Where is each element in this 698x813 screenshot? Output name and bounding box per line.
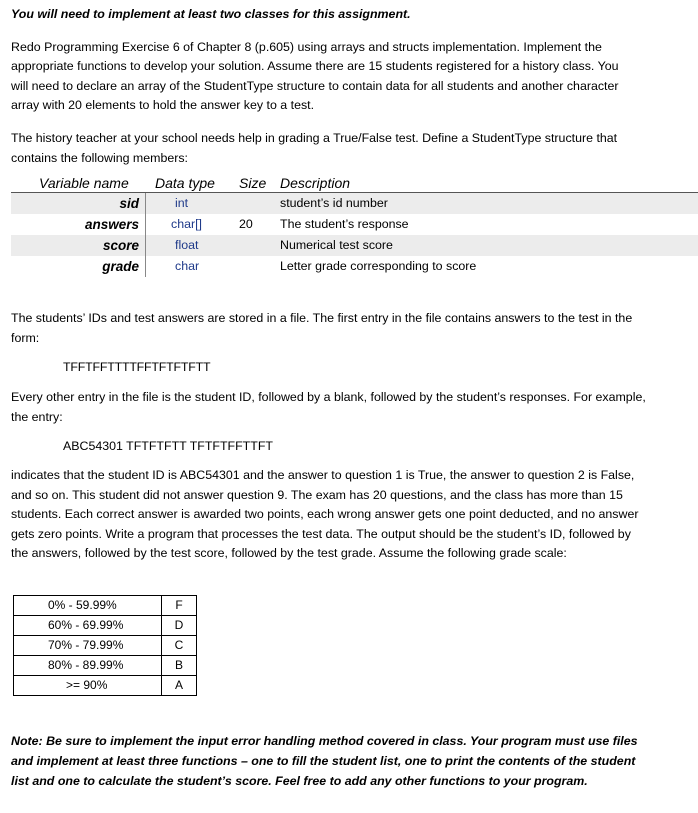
member-row: [11, 193, 698, 214]
grade-row: [14, 616, 197, 636]
grade-row: [14, 676, 197, 696]
grade-letter: D: [162, 616, 197, 636]
grade-range: >= 90%: [14, 676, 162, 696]
paragraph-file-format: The students’ IDs and test answers are stored in a file. The first entry in the file contains answers to the test in the form:: [11, 311, 633, 345]
members-table-header: [11, 171, 698, 193]
assignment-document: [11, 0, 695, 788]
header-data-type: Data type: [155, 175, 215, 191]
member-type: char[]: [171, 217, 202, 231]
column-divider: [145, 193, 146, 214]
intro-text: You will need to implement at least two classes for this assignment.: [11, 7, 411, 21]
column-divider: [145, 214, 146, 235]
paragraph-entry-format: Every other entry in the file is the student ID, followed by a blank, followed by the student’s responses. For example, the entry:: [11, 390, 646, 424]
header-description: Description: [280, 175, 351, 191]
member-type: char: [175, 259, 200, 273]
grade-range: 80% - 89.99%: [14, 656, 162, 676]
grade-scale-table: [13, 595, 197, 696]
member-description: Numerical test score: [280, 238, 393, 252]
member-name: grade: [102, 259, 139, 274]
answer-key-example: TFFTFFTTTTFFTFTFTFTT: [63, 360, 211, 374]
grade-row: [14, 636, 197, 656]
member-description: The student’s response: [280, 217, 409, 231]
student-entry-example: ABC54301 TFTFTFTT TFTFTFFTTFT: [63, 439, 273, 453]
member-type: int: [175, 196, 189, 210]
member-name: sid: [119, 196, 139, 211]
members-table: [11, 171, 698, 277]
grade-range: 70% - 79.99%: [14, 636, 162, 656]
grade-letter: B: [162, 656, 197, 676]
grade-row: [14, 596, 197, 616]
grade-letter: C: [162, 636, 197, 656]
grade-range: 60% - 69.99%: [14, 616, 162, 636]
column-divider: [145, 235, 146, 256]
member-size: 20: [239, 217, 253, 231]
grade-row: [14, 656, 197, 676]
column-divider: [145, 256, 146, 277]
member-row: [11, 235, 698, 256]
header-size: Size: [239, 175, 267, 191]
member-description: student’s id number: [280, 196, 388, 210]
paragraph-grading-rules: indicates that the student ID is ABC54301 and the answer to question 1 is True, the answer to question 2 is False, and so on. This student did not answer question 9. The exam has 20 questions, and the class has more than 15 students. Each correct answer is awarded two points, each wrong answer gets one point deducted, and no answer gets zero points. Write a program that processes the test data. The output should be the student’s ID, followed by the answers, followed by the test score, followed by the test grade. Assume the following grade scale:: [11, 468, 639, 561]
member-row: [11, 256, 698, 277]
paragraph-redo-exercise: Redo Programming Exercise 6 of Chapter 8 (p.605) using arrays and structs implementation. Implement the appropriate functions to develop your solution. Assume there are 15 students registered for a history class. You will need to declare an array of the StudentType structure to contain data for all students and another character array with 20 elements to hold the answer key to a test.: [11, 39, 619, 113]
member-row: [11, 214, 698, 235]
header-variable-name: Variable name: [39, 175, 129, 191]
member-name: score: [102, 238, 139, 253]
member-description: Letter grade corresponding to score: [280, 259, 477, 273]
member-name: answers: [84, 217, 139, 232]
grade-range: 0% - 59.99%: [14, 596, 162, 616]
paragraph-teacher-request: The history teacher at your school needs help in grading a True/False test. Define a StudentType structure that contains the following members:: [11, 130, 618, 165]
implementation-note: Note: Be sure to implement the input error handling method covered in class. Your program must use files and implement at least three functions – one to fill the student list, one to print the contents of the student list and one to calculate the student’s score. Feel free to add any other functions to your program.: [11, 734, 638, 788]
grade-letter: A: [162, 676, 197, 696]
grade-letter: F: [162, 596, 197, 616]
member-type: float: [175, 238, 199, 252]
